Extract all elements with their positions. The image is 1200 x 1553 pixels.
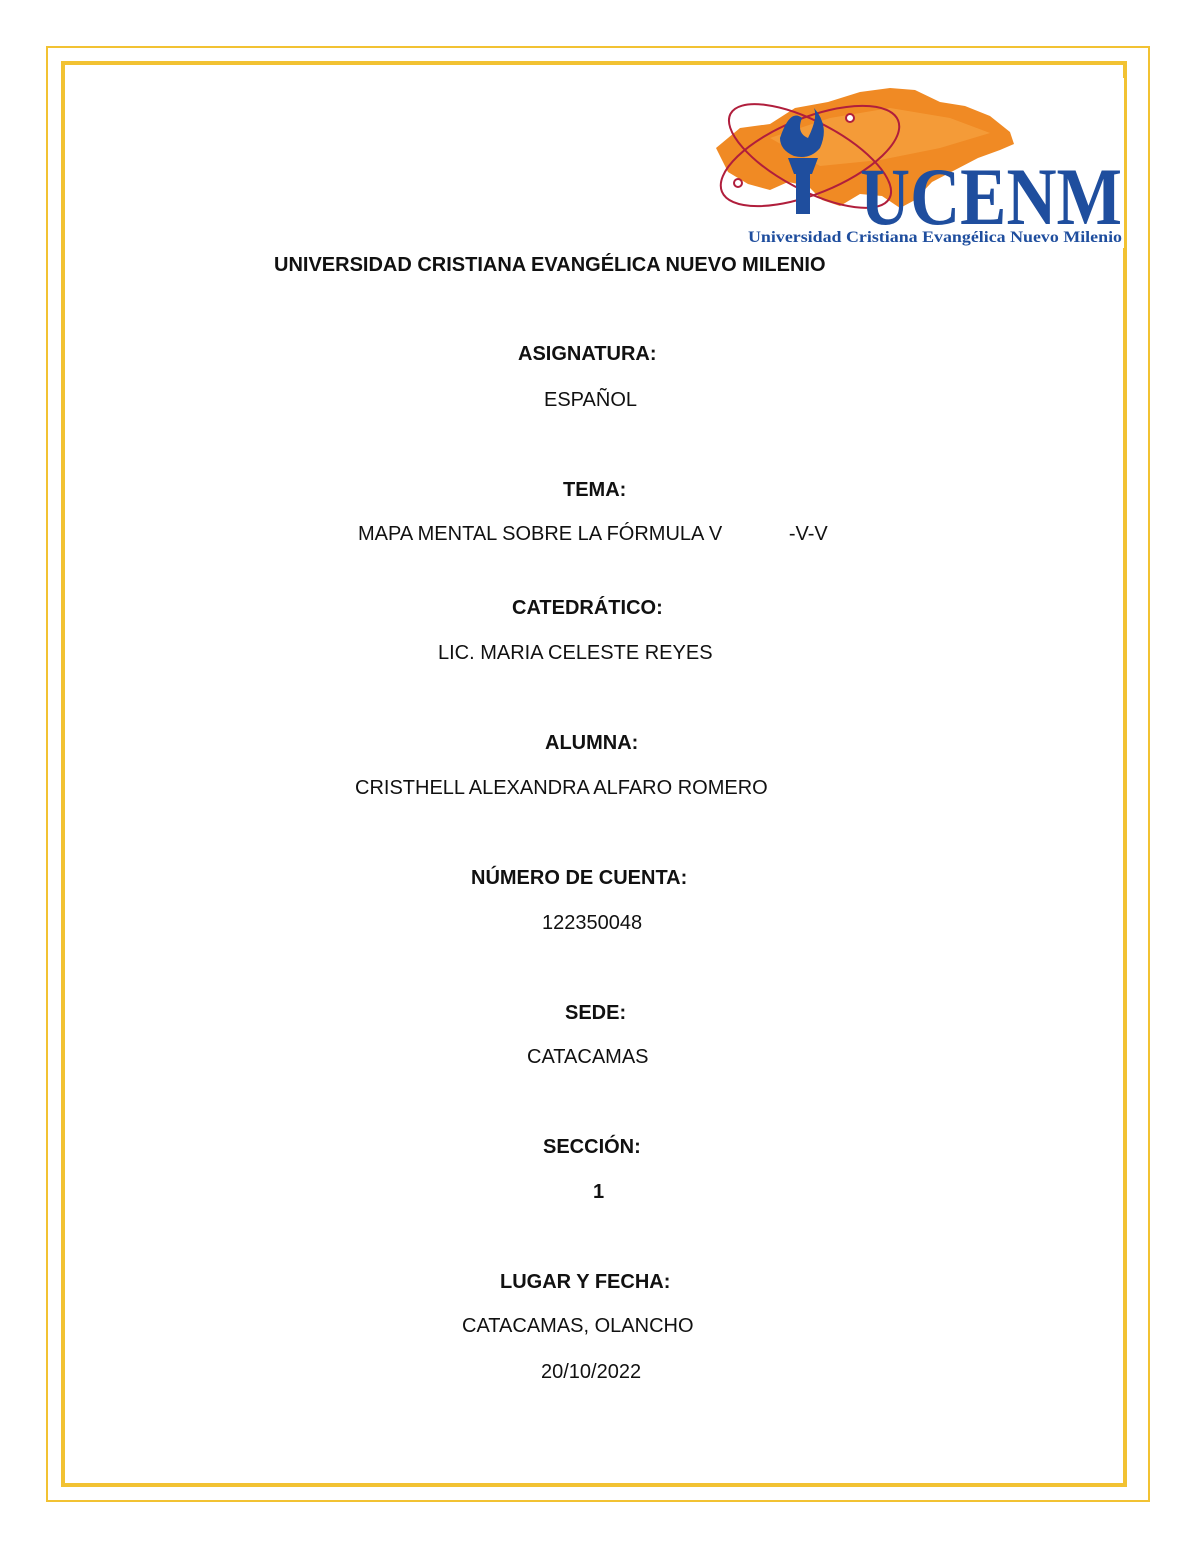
catedratico-label: CATEDRÁTICO: xyxy=(512,597,663,619)
asignatura-label: ASIGNATURA: xyxy=(518,343,657,365)
seccion-label: SECCIÓN: xyxy=(543,1136,641,1158)
university-name: UNIVERSIDAD CRISTIANA EVANGÉLICA NUEVO MILENIO xyxy=(274,254,826,276)
sede-label: SEDE: xyxy=(565,1002,627,1024)
tema-label: TEMA: xyxy=(563,479,627,501)
asignatura-value: ESPAÑOL xyxy=(544,389,637,411)
catedratico-value: LIC. MARIA CELESTE REYES xyxy=(438,642,713,664)
alumna-label: ALUMNA: xyxy=(545,732,639,754)
logo-tagline: Universidad Cristiana Evangélica Nuevo Milenio xyxy=(748,229,1122,246)
ucenm-logo xyxy=(710,78,1124,248)
logo-wordmark: UCENM xyxy=(860,151,1122,242)
fecha-value: 20/10/2022 xyxy=(541,1361,642,1383)
lugar-fecha-label: LUGAR Y FECHA: xyxy=(500,1271,671,1293)
lugar-value: CATACAMAS, OLANCHO xyxy=(462,1315,694,1337)
alumna-value: CRISTHELL ALEXANDRA ALFARO ROMERO xyxy=(355,777,768,799)
cuenta-value: 122350048 xyxy=(542,912,643,934)
sede-value: CATACAMAS xyxy=(527,1046,649,1068)
seccion-value: 1 xyxy=(593,1181,605,1203)
tema-value: MAPA MENTAL SOBRE LA FÓRMULA V -V-V xyxy=(358,523,828,545)
cuenta-label: NÚMERO DE CUENTA: xyxy=(471,867,688,889)
